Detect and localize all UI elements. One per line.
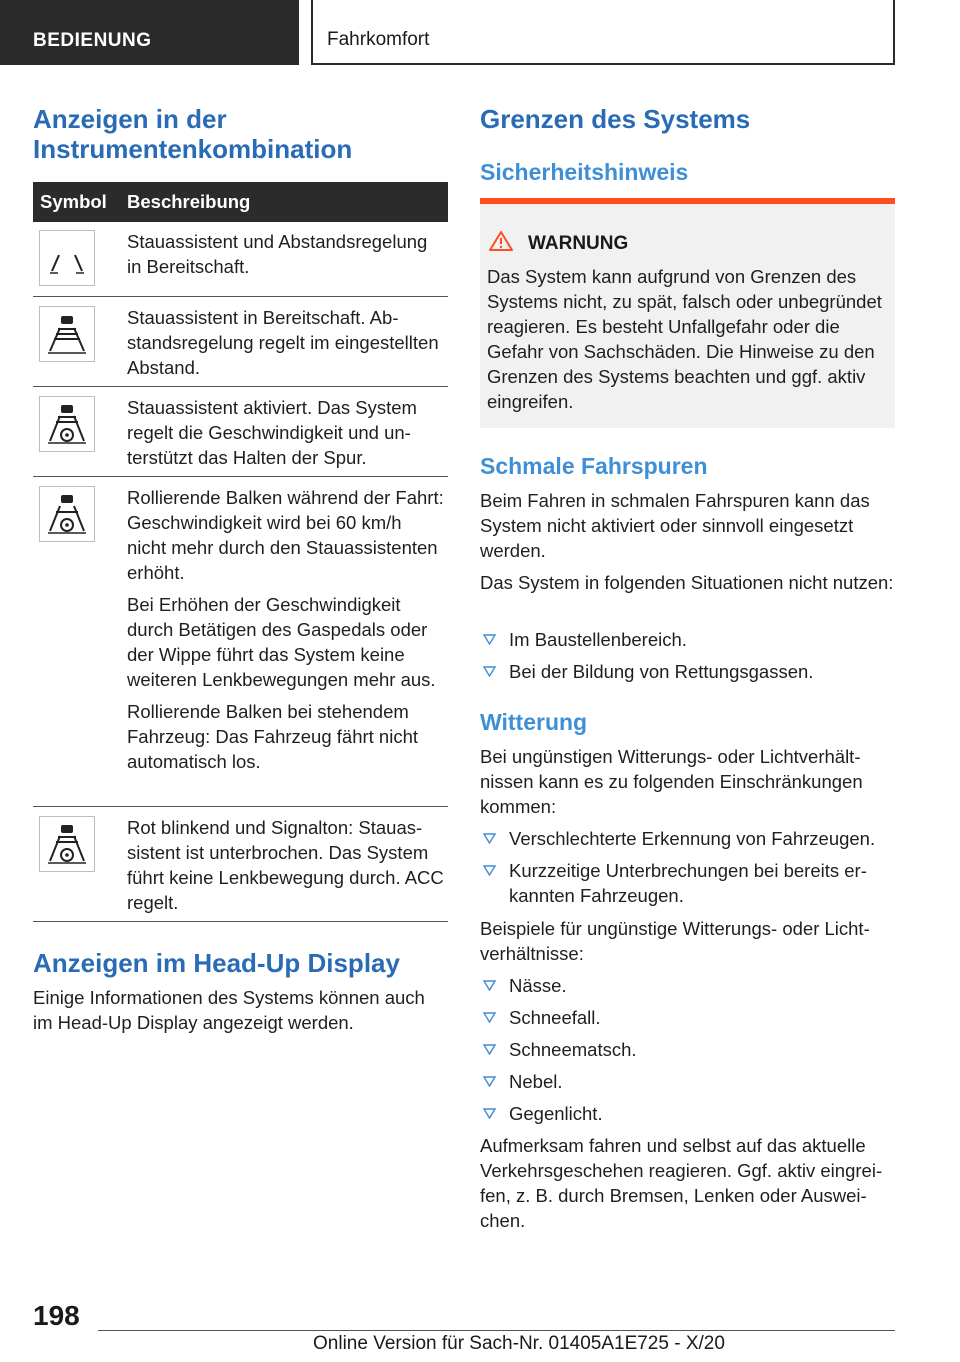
section-heading-system-limits: Grenzen des Systems [480,104,751,134]
header-chapter-tab [311,0,895,65]
bullet-triangle-icon [483,1043,496,1056]
weather-paragraph-2: Beispiele für ungünstige Witterungs- oder Lichtverhältnisse: [480,918,870,964]
footer-text: Online Version für Sach-Nr. 01405A1E725 - X/20 [313,1333,725,1354]
hud-paragraph: Einige Informationen des Systems können auch im Head-Up Display angezeigt werden. [33,987,425,1033]
warning-text: Das System kann aufgrund von Grenzen des Systems nicht, zu spät, falsch oder unbegründet reagieren. Es besteht Unfallgefahr oder die Gefahr von Sachschäden. Die Hinweise zu den Grenzen des Systems beachten und ggf. aktiv eingreifen. [487,266,882,412]
table-header [33,182,448,222]
bullet-triangle-icon [483,864,496,877]
weather-paragraph-1: Bei ungünstigen Witterungs- oder Lichtverhältnissen kann es zu folgenden Einschränkungen kommen: [480,746,863,817]
table-row [33,387,448,477]
narrow-paragraph-1: Beim Fahren in schmalen Fahrspuren kann das System nicht aktiviert oder sinnvoll eingesetzt werden. [480,490,870,561]
page-number: 198 [33,1300,80,1331]
list-item: Gegenlicht. [480,1101,895,1126]
subheading-safety: Sicherheitshinweis [480,159,689,185]
weather-paragraph-3: Aufmerksam fahren und selbst auf das aktuelle Verkehrsgeschehen reagieren. Ggf. aktiv eingreifen, z. B. durch Bremsen, Lenken oder Ausweichen. [480,1135,883,1231]
row-description: Bei Erhöhen der Geschwindigkeit durch Betätigen des Gaspedals oder der Wippe führt das System keine weiteren Lenkbewegungen mehr aus. [127,594,436,690]
section-heading-instrument-display: Anzeigen in der Instrumentenkombination [33,104,353,164]
lane-assist-standby-distance-icon [39,306,95,362]
list-item: Nebel. [480,1069,895,1094]
table-row [33,297,448,387]
bullet-triangle-icon [483,1107,496,1120]
row-description: Rollierende Balken bei stehendem Fahrzeug: Das Fahrzeug fährt nicht automatisch los. [127,701,419,772]
subheading-weather: Witterung [480,709,588,735]
bullet-triangle-icon [483,1075,496,1088]
list-item: Nässe. [480,973,895,998]
row-description: Stauassistent aktiviert. Das System regelt die Geschwindigkeit und unterstützt das Halten der Spur. [127,397,417,468]
table-row [33,222,448,297]
table-row [33,477,448,807]
table-header-symbol: Symbol [40,191,107,212]
warning-triangle-icon [488,230,514,257]
list-item: Schneefall. [480,1005,895,1030]
warning-title [488,230,628,257]
row-description: Stauassistent in Bereitschaft. Abstandsregelung regelt im eingestellten Abstand. [127,307,439,378]
list-item: Kurzzeitige Unterbrechungen bei bereits erkannten Fahrzeugen. [480,858,895,908]
bullet-triangle-icon [483,979,496,992]
row-description: Rollierende Balken während der Fahrt: Geschwindigkeit wird bei 60 km/h nicht mehr durch den Stauassistenten erhöht. [127,487,444,583]
lane-assist-rolling-bars-icon [39,486,95,542]
bullet-triangle-icon [483,1011,496,1024]
header-chapter-label: Fahrkomfort [327,29,430,50]
list-item: Bei der Bildung von Rettungsgassen. [480,659,895,684]
bullet-triangle-icon [483,665,496,678]
list-item: Schneematsch. [480,1037,895,1062]
row-description: Rot blinkend und Signalton: Stauassistent ist unterbrochen. Das System führt keine Lenkbewegung durch. ACC regelt. [127,817,444,913]
lane-assist-active-icon [39,396,95,452]
warning-title-text: WARNUNG [528,232,629,254]
symbol-table [33,182,448,913]
subheading-narrow-lanes: Schmale Fahrspuren [480,453,708,479]
header-section-label: BEDIENUNG [33,30,152,51]
bullet-triangle-icon [483,832,496,845]
lane-assist-interrupted-icon [39,816,95,872]
bullet-triangle-icon [483,633,496,646]
warning-box [480,198,895,428]
table-header-description: Beschreibung [127,191,251,212]
list-item: Verschlechterte Erkennung von Fahrzeugen. [480,826,895,851]
header-section-tab [0,0,299,65]
footer-divider [98,1330,895,1331]
list-item: Im Baustellenbereich. [480,627,895,652]
section-heading-hud: Anzeigen im Head-Up Display [33,948,400,978]
lane-assist-standby-icon [39,230,95,286]
table-row [33,807,448,922]
narrow-paragraph-2: Das System in folgenden Situationen nicht nutzen: [480,572,894,593]
row-description: Stauassistent und Abstandsregelung in Bereitschaft. [127,231,428,277]
